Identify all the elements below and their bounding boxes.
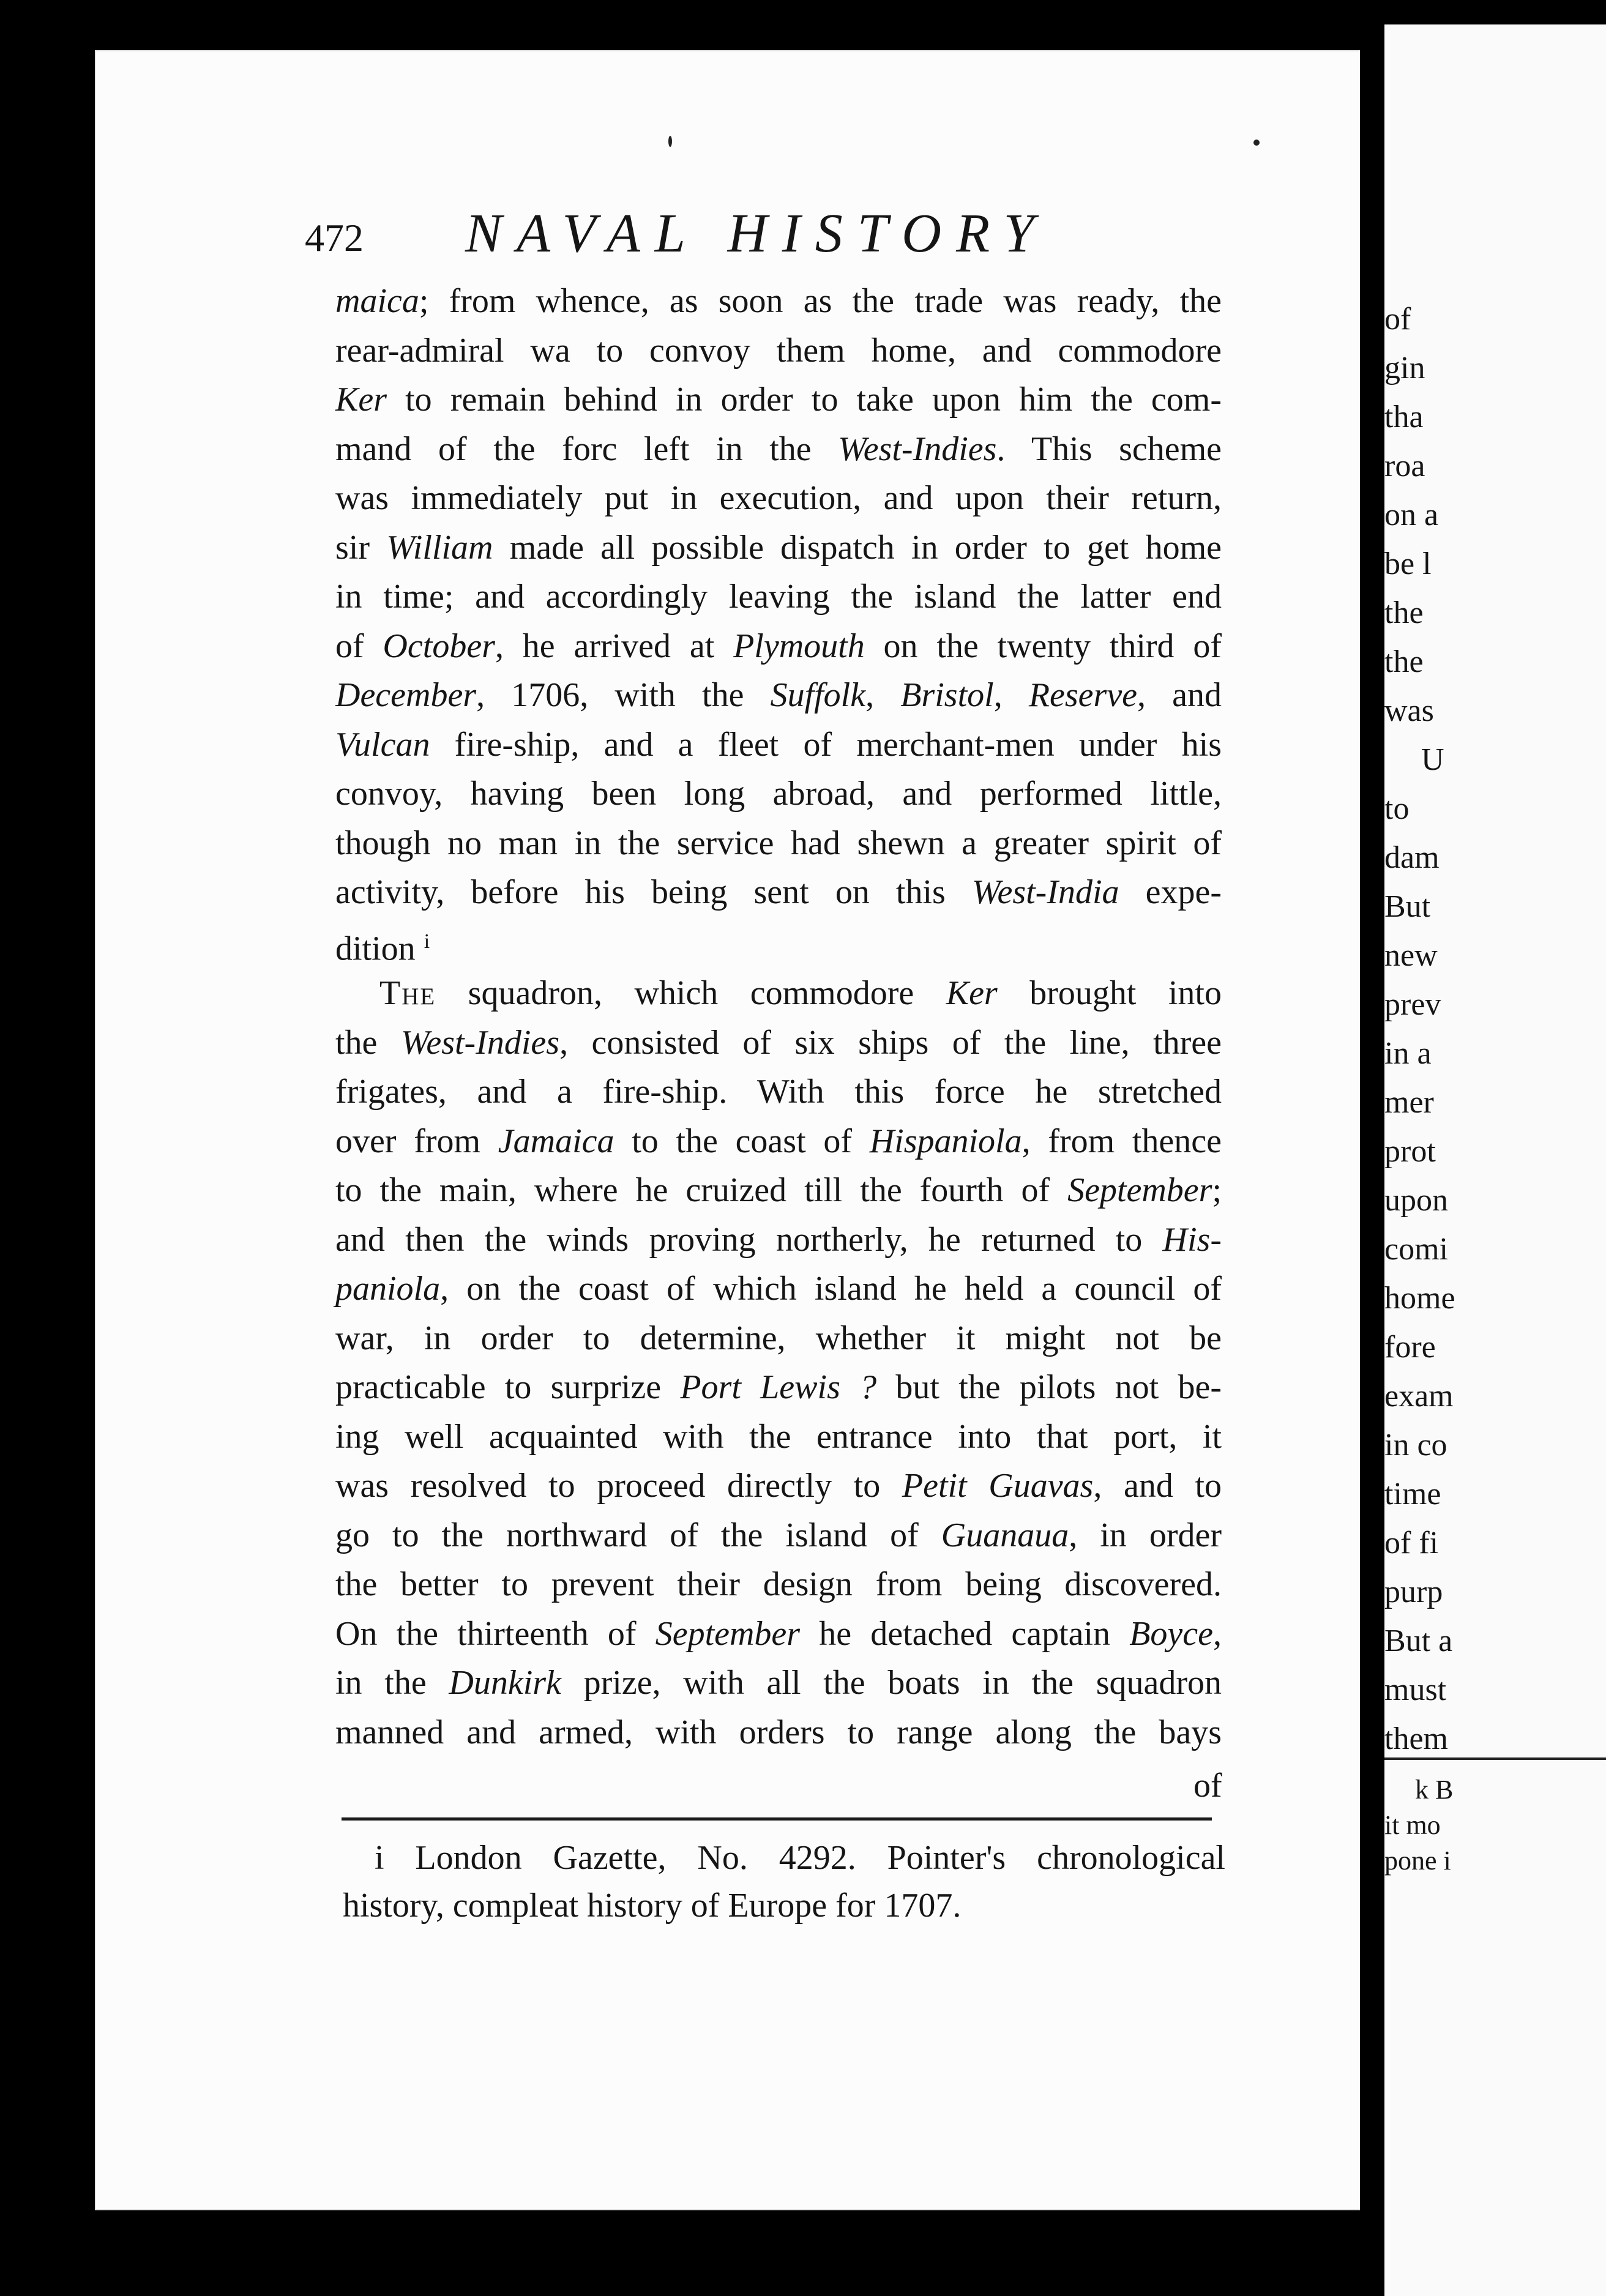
- facing-page-line: of: [1384, 302, 1411, 337]
- text-line: December, 1706, with the Suffolk, Bristol, Reserve, and: [335, 676, 1222, 714]
- facing-page-line: exam: [1384, 1379, 1454, 1414]
- facing-page-line: in a: [1384, 1036, 1432, 1071]
- text-line: On the thirteenth of September he detached captain Boyce,: [335, 1614, 1222, 1653]
- facing-page-line: home: [1384, 1281, 1455, 1316]
- text-line: Vulcan fire-ship, and a fleet of merchant-men under his: [335, 725, 1222, 764]
- text-line: of October, he arrived at Plymouth on the twenty third of: [335, 627, 1222, 665]
- facing-page-footnote: k B: [1415, 1775, 1454, 1805]
- footnote-line: i London Gazette, No. 4292. Pointer's chronological: [375, 1839, 1225, 1877]
- facing-page-line: in co: [1384, 1428, 1447, 1463]
- book-gutter: [1360, 37, 1386, 2296]
- facing-page-footnote: pone i: [1384, 1846, 1451, 1876]
- facing-page-line: But a: [1384, 1623, 1453, 1658]
- text-line: was immediately put in execution, and upon their return,: [335, 479, 1222, 517]
- text-line: the West-Indies, consisted of six ships of the line, three: [335, 1023, 1222, 1062]
- footnote-reference: i: [424, 930, 430, 953]
- text-line: though no man in the service had shewn a greater spirit of: [335, 824, 1222, 862]
- text-line: ing well acquainted with the entrance into that port, it: [335, 1417, 1222, 1456]
- facing-page-line: new: [1384, 938, 1438, 973]
- facing-page-line: dam: [1384, 840, 1440, 875]
- footnote-line: history, compleat history of Europe for 1707.: [343, 1887, 962, 1925]
- catchword: of: [1193, 1767, 1222, 1805]
- facing-page-line: purp: [1384, 1575, 1443, 1609]
- text-line: in the Dunkirk prize, with all the boats in the squadron: [335, 1664, 1222, 1702]
- ink-speck: [1253, 140, 1260, 146]
- text-line: the better to prevent their design from being discovered.: [335, 1565, 1222, 1603]
- text-line: frigates, and a fire-ship. With this force he stretched: [335, 1073, 1222, 1111]
- text-line: to the main, where he cruized till the fourth of September;: [335, 1171, 1222, 1209]
- facing-page-line: the: [1384, 644, 1424, 679]
- text-line: The squadron, which commodore Ker brought into: [379, 974, 1222, 1012]
- text-line: in time; and accordingly leaving the island the latter end: [335, 578, 1222, 616]
- text-line: dition $^i$: [335, 930, 430, 968]
- text-line: and then the winds proving northerly, he returned to His-: [335, 1220, 1222, 1259]
- facing-page-line: prev: [1384, 987, 1441, 1022]
- scan-left-margin: [0, 0, 98, 2296]
- facing-page-footnote: it mo: [1384, 1810, 1441, 1840]
- facing-page-line: upon: [1384, 1183, 1448, 1218]
- running-title: NAVAL HISTORY: [465, 203, 1049, 264]
- text-line: go to the northward of the island of Guanaua, in order: [335, 1516, 1222, 1554]
- facing-page-line: them: [1384, 1721, 1448, 1756]
- text-line: activity, before his being sent on this West-India expe-: [335, 873, 1222, 911]
- text-line: mand of the forc left in the West-Indies. This scheme: [335, 430, 1222, 468]
- facing-page-line: U: [1421, 742, 1444, 777]
- facing-page-line: of fi: [1384, 1526, 1439, 1560]
- text-line: convoy, having been long abroad, and performed little,: [335, 775, 1222, 813]
- facing-page-line: the: [1384, 595, 1424, 630]
- text-line: war, in order to determine, whether it might not be: [335, 1319, 1222, 1357]
- facing-page-rule: [1384, 1757, 1606, 1760]
- facing-page-line: tha: [1384, 400, 1424, 434]
- facing-page-line: was: [1384, 693, 1434, 728]
- facing-page-line: gin: [1384, 351, 1425, 386]
- facing-page-line: prot: [1384, 1134, 1436, 1169]
- text-line: manned and armed, with orders to range along the bays: [335, 1713, 1222, 1751]
- facing-page-line: time: [1384, 1477, 1441, 1511]
- text-line: maica; from whence, as soon as the trade was ready, the: [335, 282, 1222, 320]
- facing-page-line: must: [1384, 1672, 1447, 1707]
- facing-page-fragment: [1384, 24, 1606, 2296]
- facing-page-line: roa: [1384, 449, 1425, 483]
- text-line: paniola, on the coast of which island he held a council of: [335, 1270, 1222, 1308]
- text-line: practicable to surprize Port Lewis ? but the pilots not be-: [335, 1368, 1222, 1406]
- facing-page-line: But: [1384, 889, 1431, 924]
- facing-page-line: comi: [1384, 1232, 1448, 1267]
- ink-speck: [668, 136, 672, 147]
- footnote-rule: [342, 1817, 1212, 1821]
- text-line: over from Jamaica to the coast of Hispaniola, from thence: [335, 1122, 1222, 1160]
- text-line: rear-admiral wa to convoy them home, and commodore: [335, 331, 1222, 370]
- facing-page-line: fore: [1384, 1330, 1436, 1365]
- text-line: Ker to remain behind in order to take upon him the com-: [335, 381, 1222, 419]
- facing-page-line: mer: [1384, 1085, 1434, 1120]
- text-line: was resolved to proceed directly to Petit Guavas, and to: [335, 1467, 1222, 1505]
- page-number: 472: [305, 216, 364, 259]
- facing-page-line: to: [1384, 791, 1410, 826]
- text-line: sir William made all possible dispatch in order to get home: [335, 528, 1222, 567]
- facing-page-line: on a: [1384, 498, 1439, 532]
- facing-page-line: be l: [1384, 546, 1432, 581]
